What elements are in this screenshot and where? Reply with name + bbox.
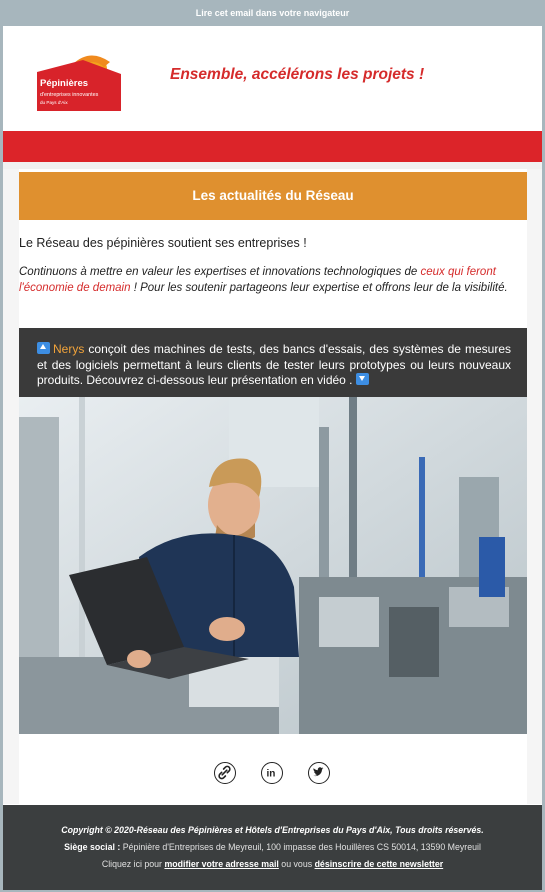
social-links <box>3 762 542 786</box>
click-text: Cliquez ici pour <box>101 859 165 869</box>
or-text: ou vous <box>278 859 315 869</box>
email-body <box>3 26 542 890</box>
intro-text <box>19 265 527 296</box>
link-icon[interactable] <box>214 762 236 784</box>
svg-text:in: in <box>266 768 276 780</box>
footer <box>3 805 542 890</box>
email-header <box>3 26 542 131</box>
address-label: Siège social : <box>64 842 123 852</box>
tagline: Ensemble, accélérons les projets ! <box>170 66 425 83</box>
logo-region: du Pays d'Aix <box>40 100 68 105</box>
engineer-photo[interactable] <box>19 397 527 734</box>
grey-band <box>3 162 542 169</box>
logo-graphic <box>20 36 139 125</box>
intro-text-start: Continuons à mettre en valeur les expertises et innovations technologiques de <box>19 266 421 278</box>
logo[interactable] <box>20 36 139 125</box>
company-name: Nerys <box>53 342 85 356</box>
modify-email-link[interactable]: modifier votre adresse mail <box>164 859 279 869</box>
intro-title: Le Réseau des pépinières soutient ses entreprises ! <box>19 236 307 250</box>
intro-text-end: ! Pour les soutenir partageons leur expertise et offrons leur de la visibilité. <box>130 281 508 294</box>
copyright-text: Copyright © 2020-Réseau des Pépinières et Hôtels d'Entreprises du Pays d'Aix, Tous droits réservés. <box>61 825 484 835</box>
logo-subtitle: d'entreprises innovantes <box>40 92 99 98</box>
arrow-down-icon <box>356 373 369 385</box>
red-band <box>3 131 542 162</box>
address-line <box>3 842 542 852</box>
intro-highlight: ceux qui feront l'économie de demain <box>19 266 496 294</box>
logo-name: Pépinières <box>40 78 89 89</box>
unsubscribe-link[interactable]: désinscrire de cette newsletter <box>314 859 444 869</box>
company-description: conçoit des machines de tests, des bancs d'essais, des systèmes de mesures et des logiciels permettant à leurs clients de tester leurs prototypes ou leurs nouveaux produits. Découvrez ci-dessous leur présentation en vidéo . <box>37 342 511 387</box>
photo-illustration <box>19 397 527 734</box>
arrow-down-icon <box>37 342 50 354</box>
top-bar <box>0 0 545 26</box>
address-text: Pépinière d'Entreprises de Meyreuil, 100 impasse des Houillères CS 50014, 13590 Meyreuil <box>122 842 481 852</box>
preferences-line <box>3 859 542 869</box>
section-title: Les actualités du Réseau <box>19 172 527 220</box>
linkedin-icon[interactable] <box>261 762 283 784</box>
company-card <box>19 328 527 397</box>
view-in-browser-link[interactable]: Lire cet email dans votre navigateur <box>195 8 350 18</box>
twitter-icon[interactable] <box>308 762 330 784</box>
